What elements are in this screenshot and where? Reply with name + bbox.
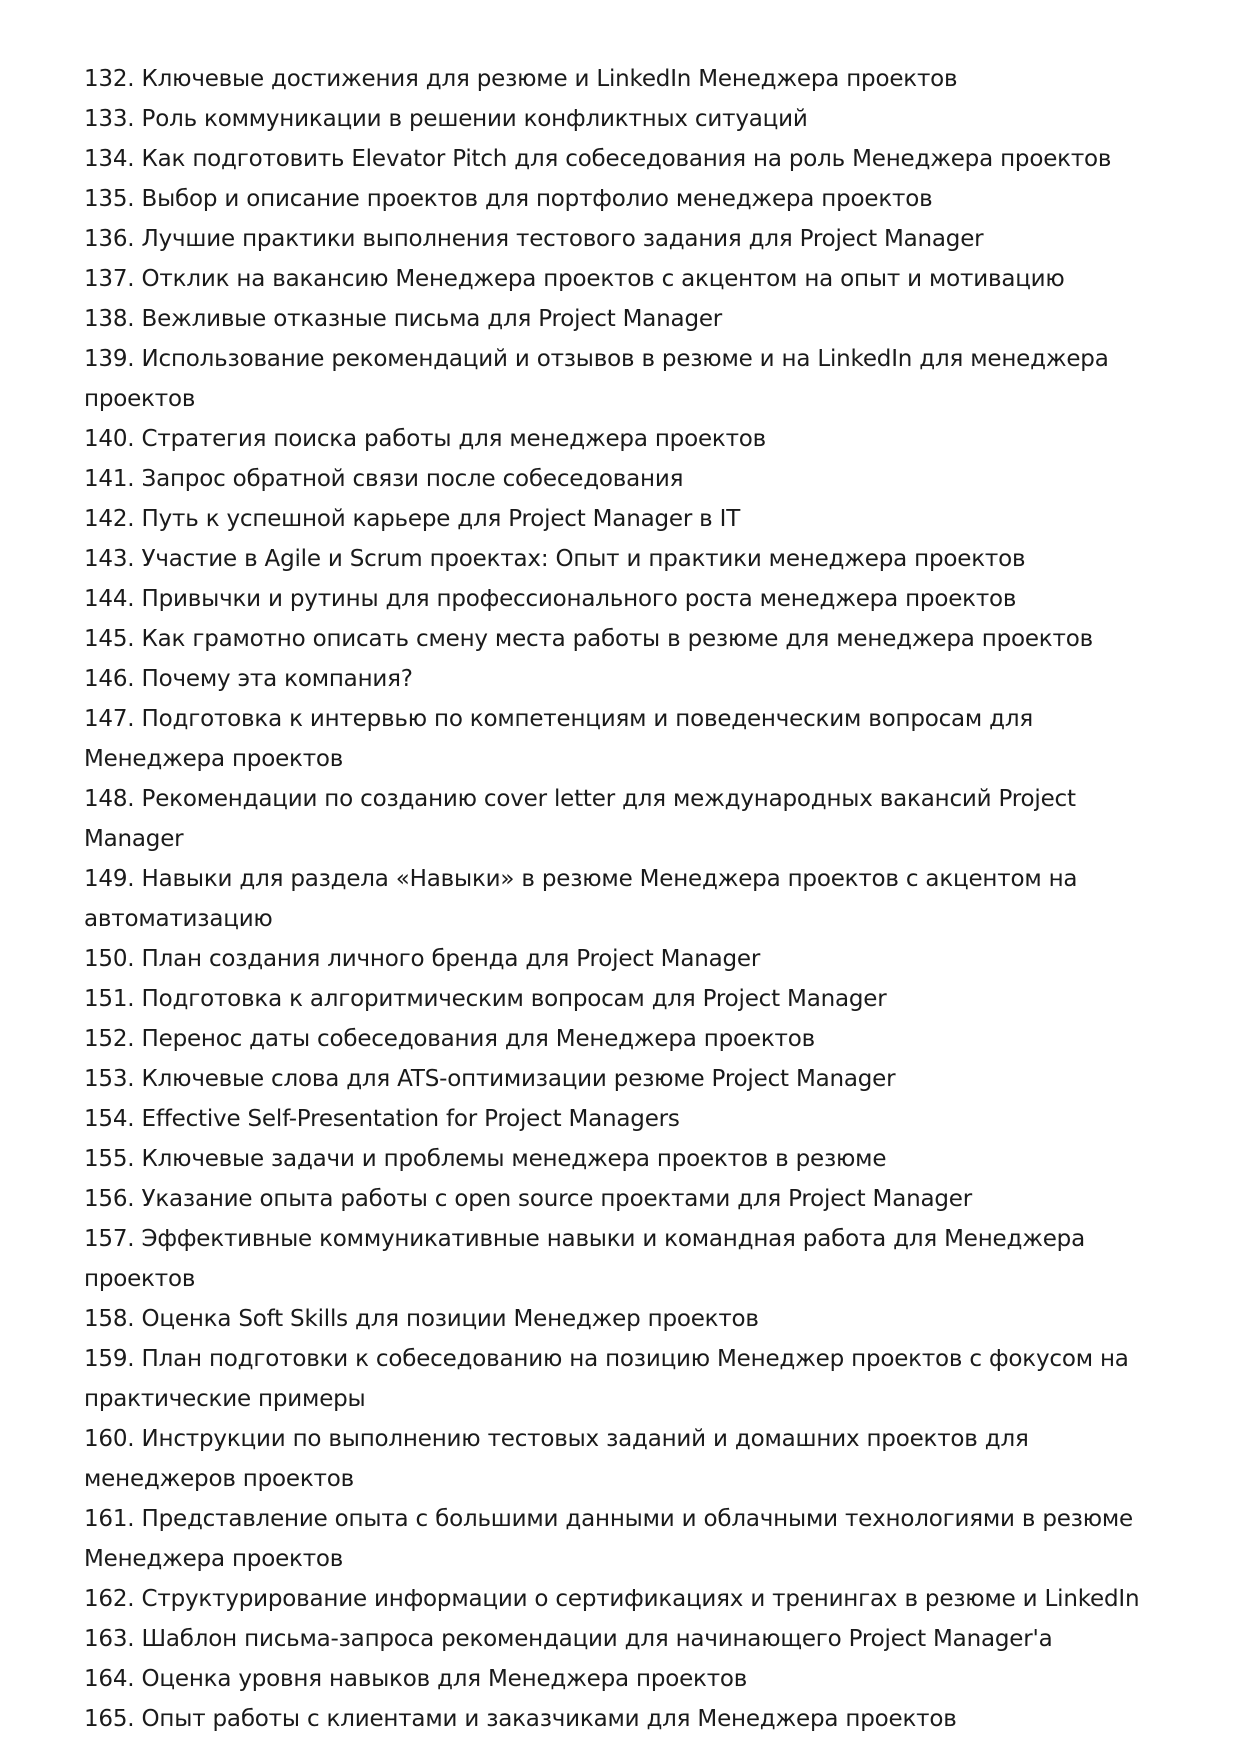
list-item: 149. Навыки для раздела «Навыки» в резюме Менеджера проектов с акцентом на автоматизацию xyxy=(84,866,1078,932)
list-item: 165. Опыт работы с клиентами и заказчиками для Менеджера проектов xyxy=(84,1706,957,1732)
list-item: 152. Перенос даты собеседования для Менеджера проектов xyxy=(84,1026,815,1052)
list-item: 142. Путь к успешной карьере для Project Manager в IT xyxy=(84,506,741,532)
list-item: 151. Подготовка к алгоритмическим вопросам для Project Manager xyxy=(84,986,887,1012)
list-item: 135. Выбор и описание проектов для портфолио менеджера проектов xyxy=(84,186,933,212)
list-item: 145. Как грамотно описать смену места работы в резюме для менеджера проектов xyxy=(84,626,1093,652)
list-item: 147. Подготовка к интервью по компетенциям и поведенческим вопросам для Менеджера проектов xyxy=(84,706,1034,772)
list-item: 134. Как подготовить Elevator Pitch для собеседования на роль Менеджера проектов xyxy=(84,146,1112,172)
list-item: 138. Вежливые отказные письма для Project Manager xyxy=(84,306,723,332)
list-item: 133. Роль коммуникации в решении конфликтных ситуаций xyxy=(84,106,808,132)
list-item: 158. Оценка Soft Skills для позиции Менеджер проектов xyxy=(84,1306,759,1332)
list-item: 144. Привычки и рутины для профессионального роста менеджера проектов xyxy=(84,586,1017,612)
list-item: 139. Использование рекомендаций и отзывов в резюме и на LinkedIn для менеджера проектов xyxy=(84,346,1109,412)
list-item: 155. Ключевые задачи и проблемы менеджера проектов в резюме xyxy=(84,1146,887,1172)
list-item: 164. Оценка уровня навыков для Менеджера проектов xyxy=(84,1666,748,1692)
list-item: 146. Почему эта компания? xyxy=(84,666,413,692)
list-item: 159. План подготовки к собеседованию на позицию Менеджер проектов с фокусом на практические примеры xyxy=(84,1346,1129,1412)
list-item: 148. Рекомендации по созданию cover letter для международных вакансий Project Manager xyxy=(84,786,1076,852)
list-item: 137. Отклик на вакансию Менеджера проектов с акцентом на опыт и мотивацию xyxy=(84,266,1065,292)
list-item: 156. Указание опыта работы с open source проектами для Project Manager xyxy=(84,1186,972,1212)
list-item: 136. Лучшие практики выполнения тестового задания для Project Manager xyxy=(84,226,984,252)
list-item: 141. Запрос обратной связи после собеседования xyxy=(84,466,684,492)
list-item: 143. Участие в Agile и Scrum проектах: Опыт и практики менеджера проектов xyxy=(84,546,1026,572)
list-item: 132. Ключевые достижения для резюме и LinkedIn Менеджера проектов xyxy=(84,66,958,92)
list-item: 154. Effective Self-Presentation for Project Managers xyxy=(84,1106,680,1132)
list-item: 162. Структурирование информации о сертификациях и тренингах в резюме и LinkedIn xyxy=(84,1586,1140,1612)
list-item: 161. Представление опыта с большими данными и облачными технологиями в резюме Менеджера проектов xyxy=(84,1506,1133,1572)
list-item: 140. Стратегия поиска работы для менеджера проектов xyxy=(84,426,767,452)
list-item: 163. Шаблон письма-запроса рекомендации для начинающего Project Manager'а xyxy=(84,1626,1053,1652)
document-page xyxy=(84,59,1164,1739)
list-item: 153. Ключевые слова для ATS-оптимизации резюме Project Manager xyxy=(84,1066,896,1092)
list-item: 157. Эффективные коммуникативные навыки и командная работа для Менеджера проектов xyxy=(84,1226,1085,1292)
list-item: 160. Инструкции по выполнению тестовых заданий и домашних проектов для менеджеров проектов xyxy=(84,1426,1029,1492)
list-item: 150. План создания личного бренда для Project Manager xyxy=(84,946,761,972)
